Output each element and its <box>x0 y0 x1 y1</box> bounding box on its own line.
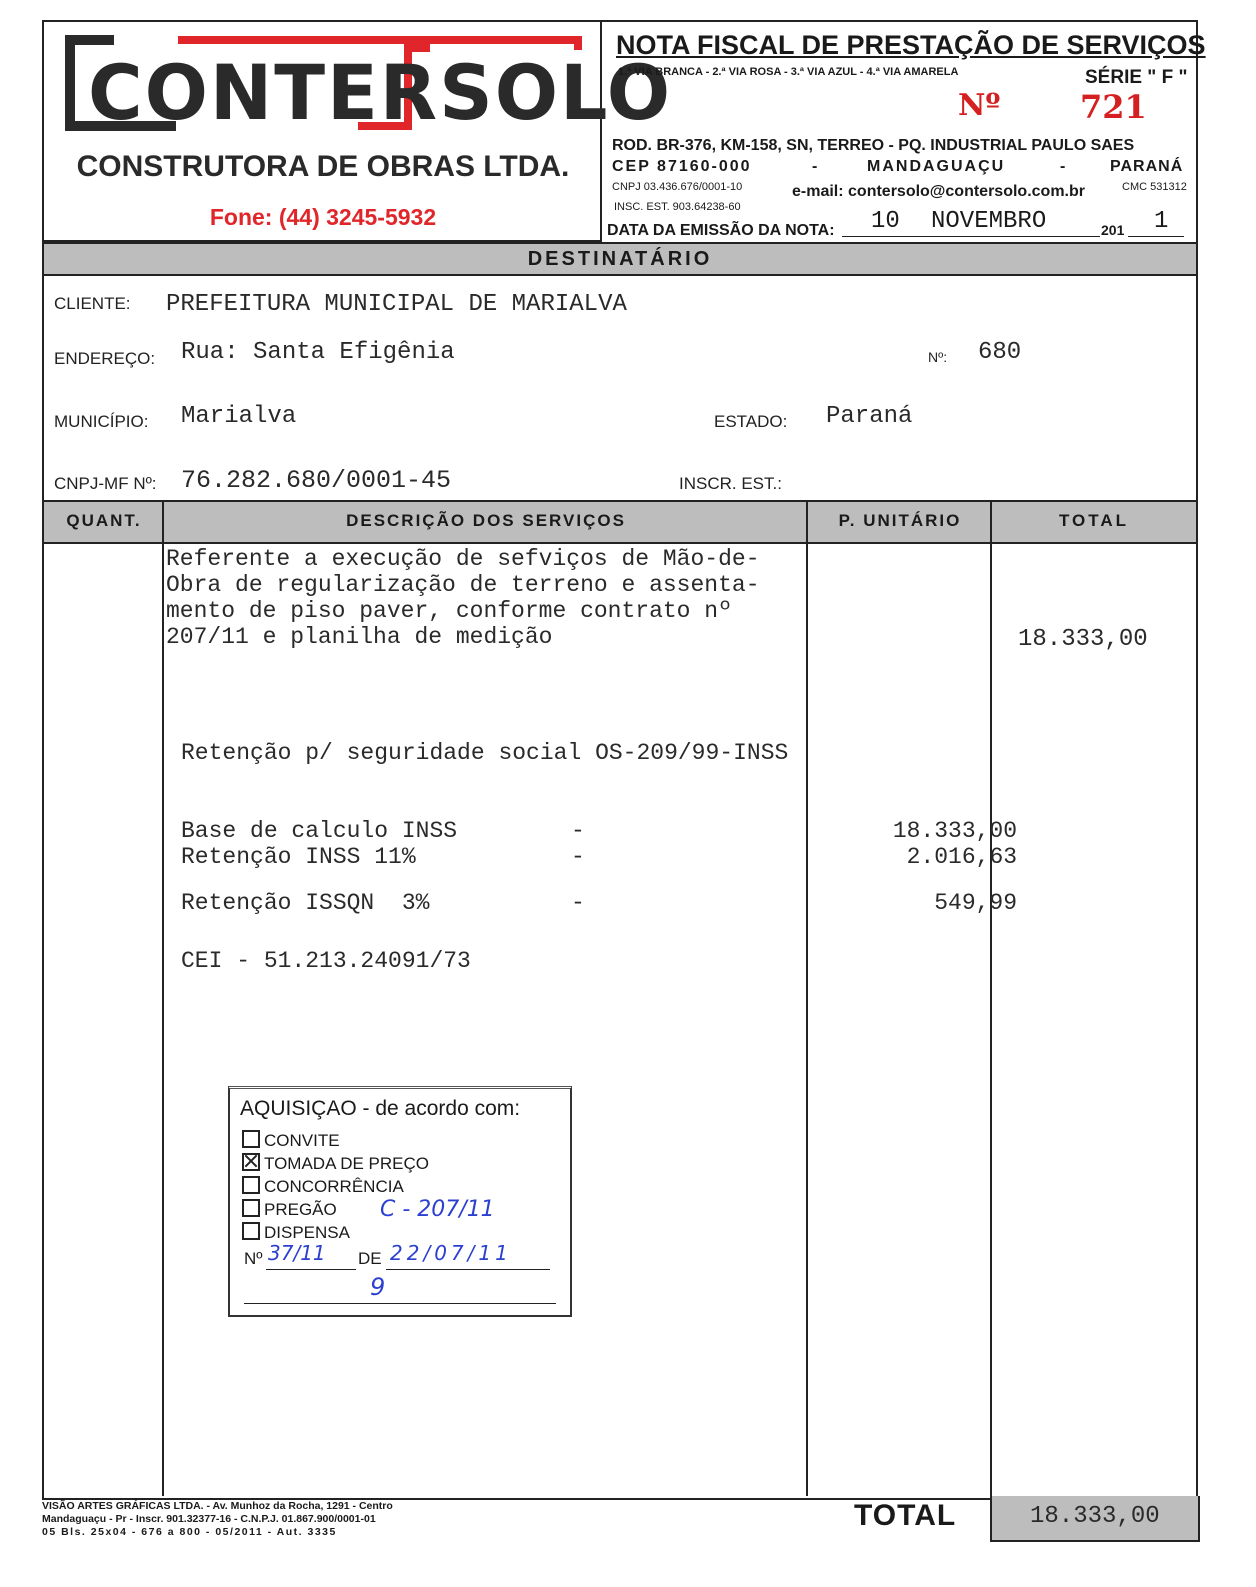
calc-dash: - <box>571 890 585 916</box>
numero-value: 680 <box>978 339 1022 366</box>
calc-block <box>181 818 1018 916</box>
desc-line: mento de piso paver, conforme contrato nº <box>166 598 732 624</box>
divider-unit <box>990 500 992 1496</box>
municipio-value: Marialva <box>181 403 297 430</box>
estado-label: ESTADO: <box>714 412 788 431</box>
option-label: DISPENSA <box>264 1223 350 1242</box>
no-value: 37/11 <box>268 1241 326 1265</box>
de-label: DE <box>358 1249 382 1268</box>
stamp-option <box>242 1152 429 1175</box>
cep-dash-1: - <box>812 158 818 175</box>
calc-label: Retenção ISSQN 3% <box>181 890 430 916</box>
desc-line: Obra de regularização de terreno e assenta- <box>166 572 760 598</box>
destinatario-title: DESTINATÁRIO <box>527 248 713 270</box>
de-value: 22/07/11 <box>390 1241 512 1265</box>
checkbox-icon <box>242 1222 260 1240</box>
printer-line: Mandaguaçu - Pr - Inscr. 901.32377-16 - C.N.P.J. 01.867.900/0001-01 <box>42 1513 376 1525</box>
option-label: PREGÃO <box>264 1200 337 1219</box>
de-line <box>386 1269 550 1270</box>
cei-line: CEI - 51.213.24091/73 <box>181 948 471 974</box>
checkbox-icon <box>242 1130 260 1148</box>
endereco-value: Rua: Santa Efigênia <box>181 339 455 366</box>
col-total: TOTAL <box>1058 511 1130 530</box>
company-state: PARANÁ <box>1110 158 1184 175</box>
option-label: CONCORRÊNCIA <box>264 1177 404 1196</box>
emission-day: 10 <box>871 208 900 235</box>
desc-line: Referente a execução de sefviços de Mão-de- <box>166 546 760 572</box>
option-label: TOMADA DE PREÇO <box>264 1154 429 1173</box>
series-label: SÉRIE " F " <box>1085 67 1188 88</box>
endereco-label: ENDEREÇO: <box>54 349 156 368</box>
company-address: ROD. BR-376, KM-158, SN, TERREO - PQ. INDUSTRIAL PAULO SAES <box>612 137 1135 154</box>
printer-line: VISÃO ARTES GRÁFICAS LTDA. - Av. Munhoz da Rocha, 1291 - Centro <box>42 1500 393 1512</box>
company-insc-est: INSC. EST. 903.64238-60 <box>614 201 741 213</box>
cnpj-label: CNPJ-MF Nº: <box>54 474 157 493</box>
total-label: TOTAL <box>854 1499 957 1532</box>
logo <box>58 30 673 140</box>
no-line <box>266 1269 356 1270</box>
divider-quant <box>162 500 164 1496</box>
col-unit: P. UNITÁRIO <box>838 511 962 530</box>
calc-row <box>181 818 1018 844</box>
estado-value: Paraná <box>826 403 913 430</box>
pregao-note: C - 207/11 <box>380 1197 495 1222</box>
calc-dash: - <box>571 818 585 844</box>
emission-line <box>842 236 1100 237</box>
calc-dash: - <box>571 844 585 870</box>
document-title: NOTA FISCAL DE PRESTAÇÃO DE SERVIÇOS <box>616 30 1206 60</box>
emission-month: NOVEMBRO <box>931 208 1047 235</box>
checkbox-checked-icon <box>242 1153 260 1171</box>
company-cnpj: CNPJ 03.436.676/0001-10 <box>612 181 743 193</box>
desc-line: 207/11 e planilha de medição <box>166 624 553 650</box>
cep-dash-2: - <box>1060 158 1066 175</box>
year-prefix: 201 <box>1101 222 1125 238</box>
stamp-option <box>242 1175 429 1198</box>
checkbox-icon <box>242 1199 260 1217</box>
company-cep: CEP 87160-000 <box>612 158 752 175</box>
printer-line: 05 Bls. 25x04 - 676 a 800 - 05/2011 - Aut. 3335 <box>42 1526 337 1538</box>
company-cmc: CMC 531312 <box>1122 181 1187 193</box>
checkbox-icon <box>242 1176 260 1194</box>
signature: 9 <box>370 1273 386 1301</box>
cnpj-value: 76.282.680/0001-45 <box>181 466 452 495</box>
company-phone: Fone: (44) 3245-5932 <box>209 204 437 230</box>
numero-label: Nº: <box>928 349 948 365</box>
calc-value: 549,99 <box>934 890 1018 916</box>
calc-row <box>181 890 1018 916</box>
signature-line <box>244 1303 556 1304</box>
invoice-number-label: Nº <box>958 88 1001 123</box>
retention-title: Retenção p/ seguridade social OS-209/99-INSS <box>181 740 789 766</box>
year-line <box>1128 236 1184 237</box>
stamp-title: AQUISIÇAO - de acordo com: <box>240 1097 521 1120</box>
line-total: 18.333,00 <box>1018 626 1148 653</box>
total-value: 18.333,00 <box>1030 1503 1160 1530</box>
col-desc: DESCRIÇÃO DOS SERVIÇOS <box>346 511 626 530</box>
divider-desc <box>806 500 808 1496</box>
year-digit: 1 <box>1154 208 1169 235</box>
inscr-label: INSCR. EST.: <box>679 474 782 493</box>
calc-label: Base de calculo INSS <box>181 818 458 844</box>
municipio-label: MUNICÍPIO: <box>54 412 149 431</box>
service-description <box>166 546 760 650</box>
stamp-options <box>242 1129 429 1244</box>
company-email: e-mail: contersolo@contersolo.com.br <box>792 183 1085 200</box>
option-label: CONVITE <box>264 1131 340 1150</box>
acquisition-stamp <box>228 1086 572 1317</box>
printer-info <box>42 1500 393 1539</box>
calc-label: Retenção INSS 11% <box>181 844 416 870</box>
emission-label: DATA DA EMISSÃO DA NOTA: <box>607 222 835 239</box>
calc-value: 2.016,63 <box>906 844 1018 870</box>
copies-note: 1.ª VIA BRANCA - 2.ª VIA ROSA - 3.ª VIA AZUL - 4.ª VIA AMARELA <box>618 66 959 78</box>
cliente-value: PREFEITURA MUNICIPAL DE MARIALVA <box>166 291 627 318</box>
stamp-option <box>242 1129 429 1152</box>
invoice-number: 721 <box>1080 88 1147 126</box>
logo-text: CONTERSOLO <box>88 48 673 137</box>
col-quant: QUANT. <box>66 511 142 530</box>
no-label: Nº <box>244 1249 263 1268</box>
calc-row <box>181 844 1018 890</box>
calc-value: 18.333,00 <box>892 818 1018 844</box>
company-name: CONSTRUTORA DE OBRAS LTDA. <box>76 150 570 183</box>
company-city: MANDAGUAÇU <box>867 158 1006 175</box>
cliente-label: CLIENTE: <box>54 294 131 313</box>
